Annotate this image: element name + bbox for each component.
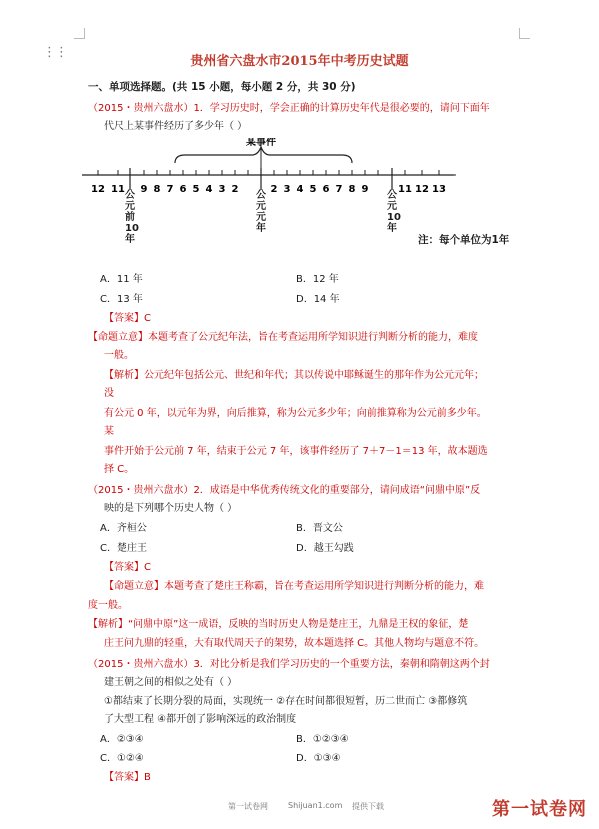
- label-ad10: 公元10年: [387, 190, 401, 234]
- q1-stem-line1: [88, 99, 490, 114]
- q1-option-b: B．12 年: [296, 274, 339, 285]
- q1-option-a: A．11 年: [100, 274, 143, 285]
- page-title: 贵州省六盘水市2015年中考历史试题: [190, 54, 409, 69]
- timeline-ticks: [98, 170, 439, 175]
- q3-stem-text: （2015・贵州六盘水）3．对比分析是我们学习历史的一个重要方法，秦朝和隋朝这两个封: [88, 659, 490, 670]
- timeline-tick-label: 8: [348, 184, 356, 195]
- q3-option-a: A．②③④: [100, 734, 144, 745]
- q2-option-b: B．晋文公: [296, 523, 343, 534]
- q2-intent-line2: 度一般。: [88, 600, 128, 611]
- event-brace: [175, 147, 352, 163]
- timeline-tick-label: 12: [91, 184, 105, 195]
- q1-option-d: D．14 年: [296, 294, 340, 305]
- timeline-tick-label: 7: [166, 184, 174, 195]
- q2-analysis-line1: 【解析】“问鼎中原”这一成语，反映的当时历史人物是楚庄王，九鼎是王权的象征，楚: [88, 619, 469, 630]
- q1-stem-text: （2015・贵州六盘水）1．学习历史时，学会正确的计算历史年代是很必要的，请问下面年: [88, 103, 490, 114]
- timeline-tick-label: 13: [432, 184, 446, 195]
- timeline-tick-label: 3: [283, 184, 291, 195]
- section-heading: 一、单项选择题。(共 15 小题，每小题 2 分，共 30 分): [88, 81, 356, 93]
- timeline-tick-label: 7: [335, 184, 343, 195]
- timeline-tick-label: 9: [140, 184, 148, 195]
- q3-option-b: B．①②③④: [296, 734, 349, 745]
- drag-handle-icon[interactable]: ⋮⋮: [43, 45, 67, 60]
- q2-option-c: C．楚庄王: [100, 543, 147, 554]
- timeline-tick-label: 6: [179, 184, 187, 195]
- q1-analysis-line3: 有公元 0 年，以元年为界，向后推算，称为公元多少年；向前推算称为公元前多少年。: [104, 408, 487, 419]
- q3-statements-line1: ①都结束了长期分裂的局面，实现统一 ②存在时间都很短暂，历二世而亡 ③都修筑: [104, 696, 468, 707]
- q1-analysis-line5: 事件开始于公元前 7 年，结束于公元 7 年，该事件经历了 7＋7－1＝13 年，故本题选: [104, 446, 488, 457]
- timeline-tick-label: 11: [111, 184, 125, 195]
- q1-analysis-line1: 【解析】公元纪年包括公元、世纪和年代；其以传说中耶稣诞生的那年作为公元元年；: [104, 370, 484, 381]
- q1-answer: 【答案】C: [104, 313, 151, 324]
- q2-stem-line1: [88, 481, 480, 496]
- q1-analysis-line2: 没: [104, 388, 114, 399]
- timeline-tick-label: 4: [205, 184, 213, 195]
- q2-stem-line2: 映的是下列哪个历史人物（ ）: [104, 503, 238, 514]
- q2-option-d: D．越王勾践: [296, 543, 354, 554]
- timeline-tick-label: 4: [296, 184, 304, 195]
- timeline-tick-label: 2: [231, 184, 239, 195]
- timeline-tick-label: 8: [153, 184, 161, 195]
- event-label: 某事件: [246, 138, 276, 148]
- timeline-tick-label: 9: [361, 184, 369, 195]
- footer-left-text: 第一试卷网: [228, 802, 268, 811]
- q1-option-c: C．13 年: [100, 294, 143, 305]
- timeline-note: 注：每个单位为1年: [418, 234, 510, 246]
- footer-right-text: 提供下载: [352, 802, 384, 811]
- q1-analysis-line6: 择 C。: [104, 464, 135, 475]
- q3-statements-line2: 了大型工程 ④都开创了影响深远的政治制度: [104, 714, 297, 725]
- q2-stem-text: （2015・贵州六盘水）2．成语是中华优秀传统文化的重要部分，请问成语“问鼎中原”反: [88, 485, 481, 496]
- page-corner-mark-top-right: [519, 28, 530, 39]
- timeline-tick-label: 5: [192, 184, 200, 195]
- timeline-tick-label: 3: [218, 184, 226, 195]
- page-corner-mark-top-left: [74, 28, 85, 39]
- q3-option-c: C．①②④: [100, 753, 144, 764]
- q3-stem-line1: [88, 655, 490, 670]
- q2-answer: 【答案】C: [104, 562, 151, 573]
- q2-analysis-line2: 庄王问九鼎的轻重，大有取代周天子的架势，故本题选择 C。其他人物均与题意不符。: [104, 638, 485, 649]
- q2-intent-line1: 【命题立意】本题考查了楚庄王称霸，旨在考查运用所学知识进行判断分析的能力，难: [104, 581, 484, 592]
- footer-site-link[interactable]: Shijuan1.com: [288, 801, 343, 810]
- timeline-tick-label: 11: [398, 184, 412, 195]
- q1-analysis-line4: 某: [104, 426, 114, 437]
- q3-answer: 【答案】B: [104, 772, 151, 783]
- q2-option-a: A．齐桓公: [100, 523, 147, 534]
- q1-intent-line2: 一般。: [104, 350, 134, 361]
- q1-intent-line1: 【命题立意】本题考查了公元纪年法，旨在考查运用所学知识进行判断分析的能力，难度: [88, 332, 478, 343]
- timeline-tick-label: 12: [415, 184, 429, 195]
- label-ad1: 公元元年: [256, 190, 266, 234]
- timeline-tick-label: 5: [309, 184, 317, 195]
- brand-logo-text: 第一试卷网: [492, 799, 587, 820]
- q3-stem-line2: 建王朝之间的相似之处有（ ）: [104, 677, 238, 688]
- timeline-tick-label: 6: [322, 184, 330, 195]
- label-bc10: 公元前10年: [125, 190, 139, 245]
- timeline-tick-label: 2: [270, 184, 278, 195]
- q1-stem-line2: 代尺上某事件经历了多少年（ ）: [104, 121, 248, 132]
- q3-option-d: D．①③④: [296, 753, 341, 764]
